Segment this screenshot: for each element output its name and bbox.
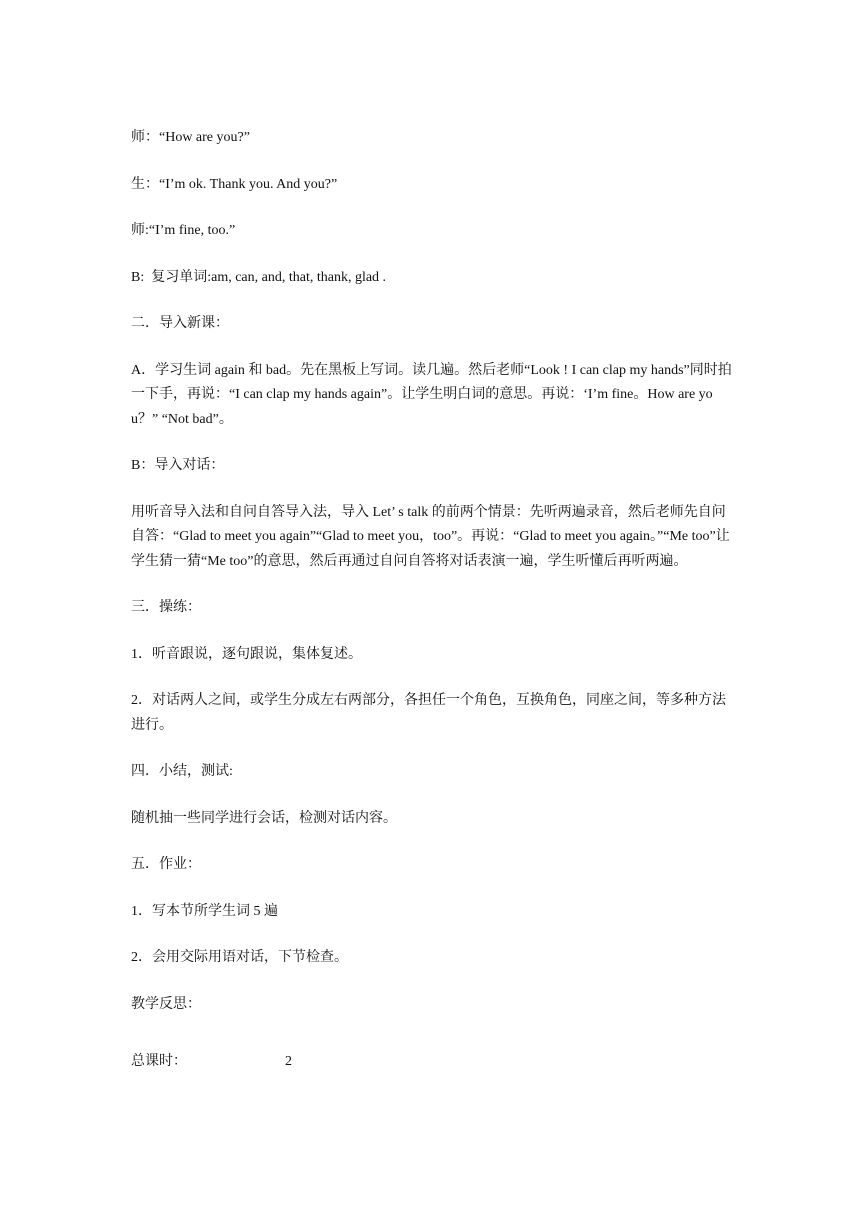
homework-item-2: 2．会用交际用语对话，下节检查。 <box>131 950 348 965</box>
dialogue-line-teacher-2: 师:“I’m fine, too.” <box>131 223 236 238</box>
subheading-dialogue-intro: B：导入对话： <box>131 458 225 473</box>
total-hours-row <box>131 1050 292 1075</box>
teaching-reflection-label: 教学反思： <box>131 996 201 1012</box>
homework-item-1: 1．写本节所学生词 5 遍 <box>131 903 278 919</box>
dialogue-line-student: 生：“I’m ok. Thank you. And you?” <box>131 176 338 192</box>
dialogue-line-teacher-1: 师：“How are you?” <box>131 130 250 145</box>
section-heading-summary: 四．小结，测试: <box>131 764 233 779</box>
total-hours-value: 2 <box>285 1054 292 1069</box>
review-words-line: B: 复习单词:am, can, and, that, thank, glad . <box>131 269 387 285</box>
practice-item-1: 1．听音跟说，逐句跟说，集体复述。 <box>131 646 362 662</box>
section-heading-practice: 三．操练： <box>131 600 201 615</box>
summary-text: 随机抽一些同学进行会话，检测对话内容。 <box>131 810 397 826</box>
section-heading-new-lesson: 二．导入新课： <box>131 316 229 331</box>
document-body <box>131 126 735 1017</box>
total-hours-label: 总课时： <box>131 1054 187 1069</box>
paragraph-dialogue-intro: 用听音导入法和自问自答导入法，导入 Let’ s talk 的前两个情景：先听两遍录音，然后老师先自问自答：“Glad to meet you again”“Glad to meet you，too”。再说：“Glad to meet you again。”“Me too”让学生猜一猜“Me too”的意思，然后再通过自问自答将对话表演一遍，学生听懂后再听两遍。 <box>131 504 730 569</box>
practice-item-2: 2．对话两人之间，或学生分成左右两部分，各担任一个角色，互换角色，同座之间，等多种方法进行。 <box>131 693 726 733</box>
section-heading-homework: 五．作业： <box>131 857 201 872</box>
paragraph-new-words: A．学习生词 again 和 bad。先在黑板上写词。读几遍。然后老师“Look ! I can clap my hands”同时拍一下手，再说：“I can clap my hands again”。让学生明白词的意思。再说：‘I’m fine。How are you？” “Not bad”。 <box>131 362 732 427</box>
